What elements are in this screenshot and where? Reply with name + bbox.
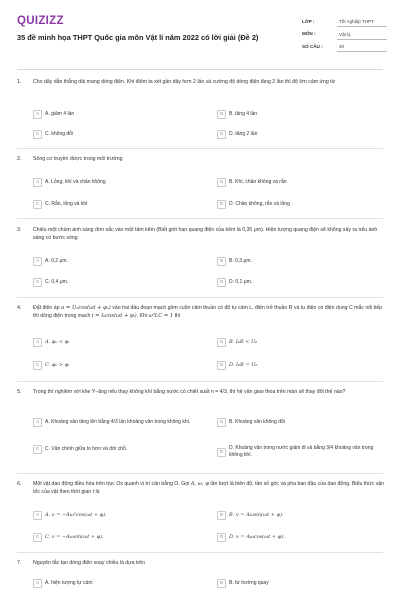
question-number: 2. xyxy=(17,156,22,162)
choice-text: A. giảm 4 lần xyxy=(45,110,75,117)
choice-b[interactable] xyxy=(217,579,385,588)
choice-badge: B xyxy=(217,257,226,266)
choice-badge: D xyxy=(217,130,226,139)
question-text-part: Đặt điện áp xyxy=(33,305,61,311)
choice-c[interactable] xyxy=(33,361,201,370)
question-text-part: vào hai đầu đoạn mạch gồm cuộn cảm thuần có độ tự cảm L, điện trở thuần R và tụ điện có điện dung C mắc nối tiếp thì dòng điện trong mạch xyxy=(33,305,383,319)
voltage-formula: u = U₀cos(ωt + φᵤ) xyxy=(60,305,111,311)
choice-text: B. 0,3 μm. xyxy=(229,257,252,264)
worksheet-header xyxy=(0,0,400,72)
choice-row xyxy=(33,511,385,524)
resonance-formula: ω²LC = 1 xyxy=(148,312,174,319)
choice-text: A. Khoảng vân tăng lên bằng 4/3 lần khoảng vân trong không khí. xyxy=(45,418,191,425)
choice-c[interactable] xyxy=(33,200,201,209)
worksheet-meta xyxy=(302,16,387,54)
choice-a[interactable] xyxy=(33,511,201,520)
question-text: Trong thí nghiệm với khe Y–âng nếu thay không khí bằng nước có chiết suất n = 4/3, thì hệ vân giao thoa trên màn sẽ thay đổi thế nào? xyxy=(33,389,346,395)
choice-row xyxy=(33,361,385,374)
choice-d[interactable] xyxy=(217,200,385,209)
question-text-part: lần lượt là biên độ, tần số góc và pha ban đầu của dao động. Biểu thức vận tốc của vật theo thời gian t là xyxy=(33,481,384,495)
current-formula: i = I₀cos(ωt + φᵢ) xyxy=(91,312,137,319)
choice-text: B. từ trường quay xyxy=(229,579,269,586)
question-divider xyxy=(17,552,383,553)
choice-badge: A xyxy=(33,178,42,187)
choice-row xyxy=(33,130,385,143)
choice-text: A. Lỏng, khí và chân không xyxy=(45,178,106,185)
amplitude-symbols: A, ω, φ xyxy=(190,481,209,487)
choice-badge: B xyxy=(217,110,226,119)
choice-c[interactable] xyxy=(33,278,201,287)
choice-badge: A xyxy=(33,257,42,266)
choice-c[interactable] xyxy=(33,445,201,454)
question-divider xyxy=(17,381,383,382)
choice-text: C. không đổi xyxy=(45,130,74,137)
choice-b[interactable] xyxy=(217,338,385,347)
question-divider xyxy=(17,297,383,298)
choice-badge: B xyxy=(217,418,226,427)
choice-text: D. v = Aωcos(ωt + φ). xyxy=(229,533,285,540)
choice-text: C. Rắn, lỏng và khí xyxy=(45,200,88,207)
choice-a[interactable] xyxy=(33,579,201,588)
choice-badge: C xyxy=(33,445,42,454)
choice-row xyxy=(33,338,385,351)
choice-c[interactable] xyxy=(33,130,201,139)
choice-b[interactable] xyxy=(217,178,385,187)
choice-row xyxy=(33,110,385,123)
question-text: Nguyên tắc tạo dòng điện xoay chiều là dựa trên xyxy=(33,560,145,566)
choice-text: D. I₀R = U₀ xyxy=(229,361,258,368)
choice-row xyxy=(33,278,385,291)
choice-text: D. Chân không, rắn và lỏng xyxy=(229,200,290,207)
choice-row xyxy=(33,533,385,546)
subject-label: MÔN : xyxy=(302,31,316,37)
choice-row xyxy=(33,579,385,592)
quizizz-logo: QUIZIZZ xyxy=(17,15,64,27)
question-text-part: thì xyxy=(173,312,181,319)
question-number: 4. xyxy=(17,305,22,311)
question-text: Cho dây dẫn thẳng dài mang dòng điện. Khi điểm ta xét gần dây hơn 2 lần và cường độ dòng điện tăng 2 lần thì độ lớn cảm ứng từ xyxy=(33,79,336,85)
choice-text: C. v = −Aωsin(ωt + φ). xyxy=(45,533,104,540)
page-title: 35 đề minh họa THPT Quốc gia môn Vật lí năm 2022 có lời giải (Đề 2) xyxy=(17,33,259,42)
meta-row-subject xyxy=(302,29,387,42)
class-label: LỚP : xyxy=(302,18,315,24)
choice-b[interactable] xyxy=(217,418,385,427)
choice-badge: D xyxy=(217,361,226,370)
choice-text: B. Khoảng vân không đổi xyxy=(229,418,285,425)
choice-row xyxy=(33,418,385,436)
choice-text: D. 0,1 μm. xyxy=(229,278,253,285)
choice-text: A. hiện tượng tự cảm xyxy=(45,579,93,586)
choice-d[interactable] xyxy=(217,533,385,542)
choice-badge: A xyxy=(33,338,42,347)
choice-a[interactable] xyxy=(33,110,201,119)
choice-badge: B xyxy=(217,338,226,347)
question-count-value: 40 xyxy=(337,42,387,52)
question-text-part: . Khi xyxy=(136,312,149,319)
question-divider xyxy=(17,148,383,149)
question-text: Sóng cơ truyền được trong môi trường xyxy=(33,156,123,162)
choice-d[interactable] xyxy=(217,130,385,139)
choice-b[interactable] xyxy=(217,257,385,266)
choice-text: A. v = −Aω²cos(ωt + φ). xyxy=(45,511,107,518)
choice-text: B. tăng 4 lần xyxy=(229,110,258,117)
choice-badge: C xyxy=(33,278,42,287)
choice-text: C. φᵤ > φᵢ xyxy=(45,361,70,368)
choice-badge: A xyxy=(33,579,42,588)
choice-text: A. 0,2 μm. xyxy=(45,257,68,264)
question-text xyxy=(33,305,385,320)
choice-badge: C xyxy=(33,130,42,139)
choice-badge: B xyxy=(217,579,226,588)
choice-d[interactable] xyxy=(217,361,385,370)
choice-badge: D xyxy=(217,278,226,287)
choice-badge: C xyxy=(33,200,42,209)
question-number: 3. xyxy=(17,227,22,233)
choice-row xyxy=(33,178,385,191)
question-number: 7. xyxy=(17,560,22,566)
question-number: 6. xyxy=(17,481,22,487)
meta-row-count xyxy=(302,41,387,54)
choice-badge: A xyxy=(33,418,42,427)
question-number: 5. xyxy=(17,389,22,395)
question-count-label: SỐ CÂU : xyxy=(302,43,323,49)
choice-row xyxy=(33,257,385,270)
choice-text: D. tăng 2 lần xyxy=(229,130,258,137)
question-divider xyxy=(17,218,383,219)
choice-badge: D xyxy=(217,533,226,542)
choice-text: B. v = Aωsin(ωt + φ). xyxy=(229,511,284,518)
choice-b[interactable] xyxy=(217,110,385,119)
choice-d[interactable] xyxy=(217,445,385,460)
choice-text: B. Khí, chân không và rắn xyxy=(229,178,287,185)
choice-text: B. I₀R < U₀ xyxy=(229,338,258,345)
choice-text: C. 0,4 μm. xyxy=(45,278,69,285)
choice-row xyxy=(33,445,385,463)
choice-d[interactable] xyxy=(217,278,385,287)
choice-badge: D xyxy=(217,200,226,209)
choice-badge: A xyxy=(33,110,42,119)
choice-a[interactable] xyxy=(33,338,201,347)
choice-badge: B xyxy=(217,511,226,520)
choice-badge: B xyxy=(217,178,226,187)
choice-text: C. Vân chính giữa to hơn và dời chỗ. xyxy=(45,445,128,452)
question-number: 1. xyxy=(17,79,22,85)
choice-text: A. φᵤ < φᵢ xyxy=(45,338,70,345)
choice-a[interactable] xyxy=(33,418,201,427)
question-divider xyxy=(17,473,383,474)
choice-badge: C xyxy=(33,361,42,370)
choice-badge: A xyxy=(33,511,42,520)
choice-b[interactable] xyxy=(217,511,385,520)
choice-c[interactable] xyxy=(33,533,201,542)
class-value: Tốt nghiệp THPT xyxy=(337,17,387,27)
choice-badge: C xyxy=(33,533,42,542)
question-text xyxy=(33,481,385,496)
subject-value: Vật lý xyxy=(337,30,387,40)
meta-row-class xyxy=(302,16,387,29)
header-divider xyxy=(17,69,383,70)
choice-a[interactable] xyxy=(33,257,201,266)
choice-text: D. Khoảng vân trong nước giảm đi và bằng 3/4 khoảng vân trong không khí. xyxy=(229,445,374,459)
choice-a[interactable] xyxy=(33,178,201,187)
question-text: Chiếu một chùm ánh sáng đơn sắc vào một tấm kẽm (Biết giới hạn quang điện của kẽm là 0,35 μm). Hiện tượng quang điện sẽ không xảy ra nếu ánh sáng có bước sóng xyxy=(33,227,378,241)
choice-badge: D xyxy=(217,448,226,457)
question-text-part: Một vật dao động điều hòa trên trục Ox quanh vị trí cân bằng O. Gọi xyxy=(33,481,191,487)
choice-row xyxy=(33,200,385,213)
